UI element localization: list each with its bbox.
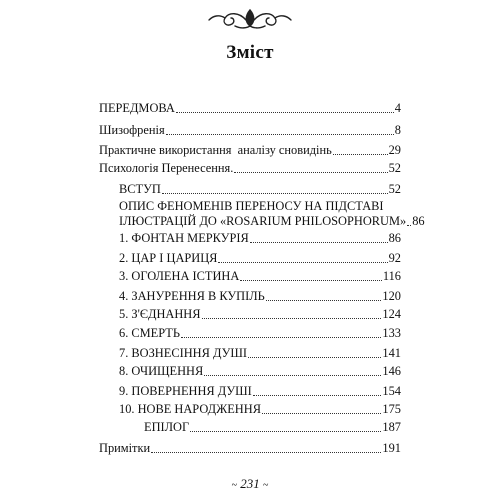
toc-entry-fountain[interactable] [119,231,401,246]
toc-entry-page: 8 [394,123,401,137]
toc-entry-page: 175 [382,402,401,416]
leader-dots [234,172,387,173]
toc-entry-page: 52 [388,182,401,196]
toc-entry-page: 154 [382,384,401,398]
toc-entry-immersion[interactable] [119,289,401,304]
toc-entry-page: 133 [382,326,401,340]
leader-dots [166,134,394,135]
toc-entry-label: ПЕРЕДМОВА [99,101,175,115]
toc-entry-page: 191 [382,441,401,455]
toc-entry-page: 29 [388,143,401,157]
toc-entry-ascent[interactable] [119,346,401,361]
leader-dots [250,242,388,243]
toc-entry-label: ІЛЮСТРАЦІЙ ДО «ROSARIUM PHILOSOPHORUM» [119,214,407,228]
leader-dots [218,262,387,263]
toc-entry-label: 6. СМЕРТЬ [119,326,180,340]
toc-entry-page: 124 [382,307,401,321]
leader-dots [162,193,388,194]
leader-dots [266,300,382,301]
leader-dots [240,280,382,281]
toc-entry-page: 141 [382,346,401,360]
toc-entry-label: ЕПІЛОГ [144,420,190,434]
leader-dots [407,225,411,226]
toc-entry-label: 7. ВОЗНЕСІННЯ ДУШІ [119,346,247,360]
toc-entry-page: 120 [382,289,401,303]
toc-entry-label: Шизофренія [99,123,165,137]
toc-entry-label: 4. ЗАНУРЕННЯ В КУПІЛЬ [119,289,265,303]
toc-entry-page: 86 [412,214,425,228]
toc-entry-page: 52 [388,161,401,175]
swirl-right-icon: ~ [263,480,269,491]
leader-dots [253,395,382,396]
toc-entry-page: 146 [382,364,401,378]
toc-entry-dream-analysis[interactable] [99,143,401,158]
toc-entry-conjunction[interactable] [119,307,401,322]
page-footer [0,476,500,492]
toc-entry-label: Практичне використання аналізу сновидінь [99,143,332,157]
toc-entry-schizophrenia[interactable] [99,123,401,138]
toc-entry-rosarium[interactable] [119,199,425,229]
toc-entry-notes[interactable] [99,441,401,456]
toc-entry-new-birth[interactable] [119,402,401,417]
toc-entry-page: 187 [382,420,401,434]
toc-entry-label: 9. ПОВЕРНЕННЯ ДУШІ [119,384,252,398]
toc-entry-label: 8. ОЧИЩЕННЯ [119,364,204,378]
toc-entry-naked-truth[interactable] [119,269,401,284]
toc-entry-death[interactable] [119,326,401,341]
leader-dots [204,375,381,376]
toc-entry-label: Психологія Перенесення. [99,161,234,175]
toc-entry-page: 4 [394,101,401,115]
toc-entry-label: ВСТУП [119,182,161,196]
toc-entry-purification[interactable] [119,364,401,379]
toc-entry-introduction[interactable] [119,182,401,197]
toc-entry-page: 86 [388,231,401,245]
page-number: 231 [240,476,260,491]
toc-entry-page: 116 [382,269,401,283]
toc-entry-preface[interactable] [99,101,401,116]
leader-dots [151,452,381,453]
toc-entry-label: 2. ЦАР І ЦАРИЦЯ [119,251,218,265]
leader-dots [262,413,381,414]
leader-dots [190,431,381,432]
toc-entry-label: Примітки [99,441,151,455]
leader-dots [181,337,381,338]
toc-entry-label: 3. ОГОЛЕНА ІСТИНА [119,269,240,283]
toc-entry-king-queen[interactable] [119,251,401,266]
toc-entry-transference[interactable] [99,161,401,176]
toc-entry-epilogue[interactable] [144,420,401,435]
toc-entry-page: 92 [388,251,401,265]
toc-entry-label-line1: ОПИС ФЕНОМЕНІВ ПЕРЕНОСУ НА ПІДСТАВІ [119,199,384,213]
toc-entry-label: 1. ФОНТАН МЕРКУРІЯ [119,231,249,245]
toc-entry-label: 5. З'ЄДНАННЯ [119,307,201,321]
leader-dots [176,112,394,113]
leader-dots [248,357,381,358]
toc-entry-return[interactable] [119,384,401,399]
leader-dots [333,154,388,155]
page-title: Зміст [226,42,274,63]
swirl-left-icon: ~ [231,480,237,491]
toc-entry-label: 10. НОВЕ НАРОДЖЕННЯ [119,402,261,416]
leader-dots [202,318,382,319]
